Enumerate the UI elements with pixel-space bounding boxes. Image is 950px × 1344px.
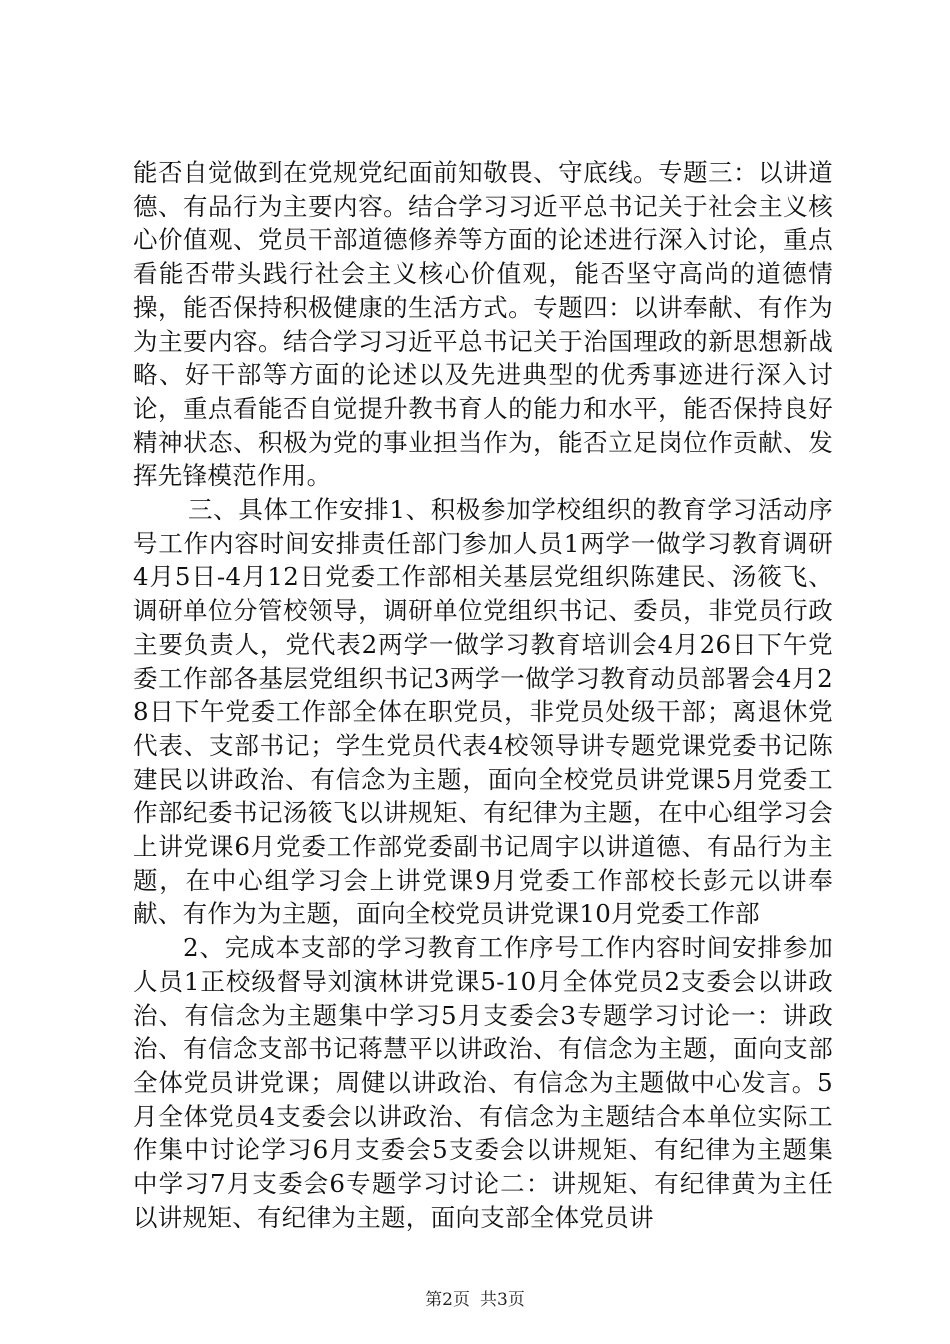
document-body	[133, 156, 833, 1235]
paragraph-topics-continued: 能否自觉做到在党规党纪面前知敬畏、守底线。专题三：以讲道德、有品行为主要内容。结合学习习近平总书记关于社会主义核心价值观、党员干部道德修养等方面的论述进行深入讨论，重点看能否带头践行社会主义核心价值观，能否坚守高尚的道德情操，能否保持积极健康的生活方式。专题四：以讲奉献、有作为为主要内容。结合学习习近平总书记关于治国理政的新思想新战略、好干部等方面的论述以及先进典型的优秀事迹进行深入讨论，重点看能否自觉提升教书育人的能力和水平，能否保持良好精神状态、积极为党的事业担当作为，能否立足岗位作贡献、发挥先锋模范作用。	[133, 158, 833, 491]
page-footer	[0, 1290, 950, 1310]
paragraph-branch-study: 2、完成本支部的学习教育工作序号工作内容时间安排参加人员1正校级督导刘演林讲党课5-10月全体党员2支委会以讲政治、有信念为主题集中学习5月支委会3专题学习讨论一：讲政治、有信念支部书记蒋慧平以讲政治、有信念为主题，面向支部全体党员讲党课；周健以讲政治、有信念为主题做中心发言。5月全体党员4支委会以讲政治、有信念为主题结合本单位实际工作集中讨论学习6月支委会5支委会以讲规矩、有纪律为主题集中学习7月支委会6专题学习讨论二：讲规矩、有纪律黄为主任以讲规矩、有纪律为主题，面向支部全体党员讲	[133, 933, 833, 1232]
page-total: 共3页	[480, 1290, 525, 1310]
paragraph-work-arrangement: 三、具体工作安排1、积极参加学校组织的教育学习活动序号工作内容时间安排责任部门参加人员1两学一做学习教育调研4月5日-4月12日党委工作部相关基层党组织陈建民、汤筱飞、调研单位分管校领导，调研单位党组织书记、委员，非党员行政主要负责人，党代表2两学一做学习教育培训会4月26日下午党委工作部各基层党组织书记3两学一做学习教育动员部署会4月28日下午党委工作部全体在职党员，非党员处级干部；离退休党代表、支部书记；学生党员代表4校领导讲专题党课党委书记陈建民以讲政治、有信念为主题，面向全校党员讲党课5月党委工作部纪委书记汤筱飞以讲规矩、有纪律为主题，在中心组学习会上讲党课6月党委工作部党委副书记周宇以讲道德、有品行为主题，在中心组学习会上讲党课9月党委工作部校长彭元以讲奉献、有作为为主题，面向全校党员讲党课10月党委工作部	[133, 495, 834, 929]
page-number: 第2页	[425, 1290, 470, 1310]
